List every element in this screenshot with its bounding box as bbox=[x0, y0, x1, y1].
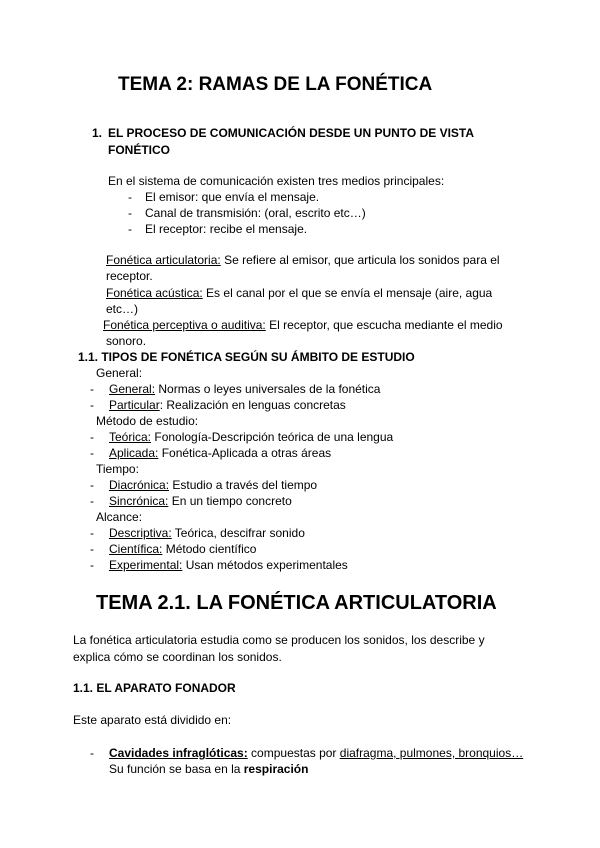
bullet-dash: - bbox=[128, 190, 132, 204]
type-text: Método científico bbox=[162, 542, 257, 556]
definition-text: El receptor, que escucha mediante el medio bbox=[265, 318, 503, 332]
definition-continuation: sonoro. bbox=[106, 334, 147, 348]
definition-acustica bbox=[106, 285, 492, 301]
subsection-heading: 1.1. TIPOS DE FONÉTICA SEGÚN SU ÁMBITO DE ESTUDIO bbox=[78, 350, 415, 364]
type-term: Diacrónica: bbox=[109, 478, 170, 492]
type-item bbox=[109, 525, 305, 541]
type-item bbox=[109, 493, 292, 509]
bullet-dash: - bbox=[90, 526, 94, 540]
definition-term: Fonética acústica: bbox=[106, 286, 203, 300]
cavidades-text: compuestas por bbox=[247, 746, 340, 760]
type-term: Particular bbox=[109, 398, 160, 412]
type-item bbox=[109, 541, 256, 557]
group-label: Alcance: bbox=[96, 510, 143, 524]
type-item bbox=[109, 557, 348, 573]
type-text: En un tiempo concreto bbox=[168, 494, 292, 508]
bullet-dash: - bbox=[90, 494, 94, 508]
bullet-dash: - bbox=[90, 398, 94, 412]
definition-term: Fonética articulatoria: bbox=[106, 253, 221, 267]
type-text: Normas o leyes universales de la fonética bbox=[155, 382, 381, 396]
bullet-dash: - bbox=[90, 446, 94, 460]
type-term: Sincrónica: bbox=[109, 494, 169, 508]
paragraph-line: La fonética articulatoria estudia como se producen los sonidos, los describe y bbox=[73, 633, 485, 647]
definition-term: Fonética perceptiva o auditiva: bbox=[103, 318, 266, 332]
type-term: Descriptiva: bbox=[109, 526, 172, 540]
definition-text: Es el canal por el que se envía el mensaje (aire, agua bbox=[202, 286, 493, 300]
group-label: Tiempo: bbox=[96, 462, 139, 476]
type-text: Fonología-Descripción teórica de una lengua bbox=[151, 430, 394, 444]
bullet-dash: - bbox=[90, 542, 94, 556]
bullet-item: El emisor: que envía el mensaje. bbox=[145, 190, 320, 204]
definition-continuation: receptor. bbox=[106, 269, 153, 283]
bullet-dash: - bbox=[90, 430, 94, 444]
type-text: Usan métodos experimentales bbox=[182, 558, 348, 572]
bullet-dash: - bbox=[90, 558, 94, 572]
type-item bbox=[109, 381, 380, 397]
type-text: Fonética-Aplicada a otras áreas bbox=[158, 446, 332, 460]
cavidades-function bbox=[109, 761, 308, 777]
section-title: TEMA 2.1. LA FONÉTICA ARTICULATORIA bbox=[96, 592, 497, 614]
type-text: Teórica, descifrar sonido bbox=[171, 526, 305, 540]
page-title: TEMA 2: RAMAS DE LA FONÉTICA bbox=[118, 74, 433, 95]
bullet-item: El receptor: recibe el mensaje. bbox=[145, 222, 308, 236]
bullet-dash: - bbox=[90, 382, 94, 396]
cavidades-item bbox=[109, 745, 523, 761]
type-term: Aplicada: bbox=[109, 446, 159, 460]
definition-continuation: etc…) bbox=[106, 302, 139, 316]
definition-perceptiva bbox=[103, 317, 503, 333]
cavidades-term: Cavidades infraglóticas: bbox=[109, 746, 248, 760]
type-item bbox=[109, 429, 393, 445]
paragraph-line: explica cómo se coordinan los sonidos. bbox=[73, 650, 282, 664]
group-label: Método de estudio: bbox=[96, 414, 199, 428]
type-text: Estudio a través del tiempo bbox=[169, 478, 318, 492]
bullet-dash: - bbox=[90, 746, 94, 760]
type-item bbox=[109, 477, 317, 493]
cavidades-organs: diafragma, pulmones, bronquios… bbox=[339, 746, 524, 760]
type-term: Teórica: bbox=[109, 430, 152, 444]
bullet-dash: - bbox=[128, 222, 132, 236]
section-intro: En el sistema de comunicación existen tres medios principales: bbox=[108, 174, 445, 188]
group-label: General: bbox=[96, 366, 143, 380]
type-text: : Realización en lenguas concretas bbox=[159, 398, 346, 412]
cavidades-function-bold: respiración bbox=[243, 762, 309, 776]
cavidades-function-text: Su función se basa en la bbox=[109, 762, 244, 776]
section-heading-line2: FONÉTICO bbox=[108, 143, 170, 157]
section-heading-line1: EL PROCESO DE COMUNICACIÓN DESDE UN PUNTO DE VISTA bbox=[108, 126, 475, 140]
bullet-item: Canal de transmisión: (oral, escrito etc…) bbox=[145, 206, 366, 220]
aparato-heading: 1.1. EL APARATO FONADOR bbox=[73, 681, 236, 695]
definition-articulatoria bbox=[106, 252, 500, 268]
definition-text: Se refiere al emisor, que articula los sonidos para el bbox=[220, 253, 500, 267]
section-number: 1. bbox=[92, 126, 103, 140]
type-item bbox=[109, 445, 331, 461]
bullet-dash: - bbox=[90, 478, 94, 492]
aparato-intro: Este aparato está dividido en: bbox=[73, 713, 232, 727]
type-term: Científica: bbox=[109, 542, 163, 556]
type-item bbox=[109, 397, 346, 413]
bullet-dash: - bbox=[128, 206, 132, 220]
type-term: Experimental: bbox=[109, 558, 183, 572]
type-term: General: bbox=[109, 382, 156, 396]
